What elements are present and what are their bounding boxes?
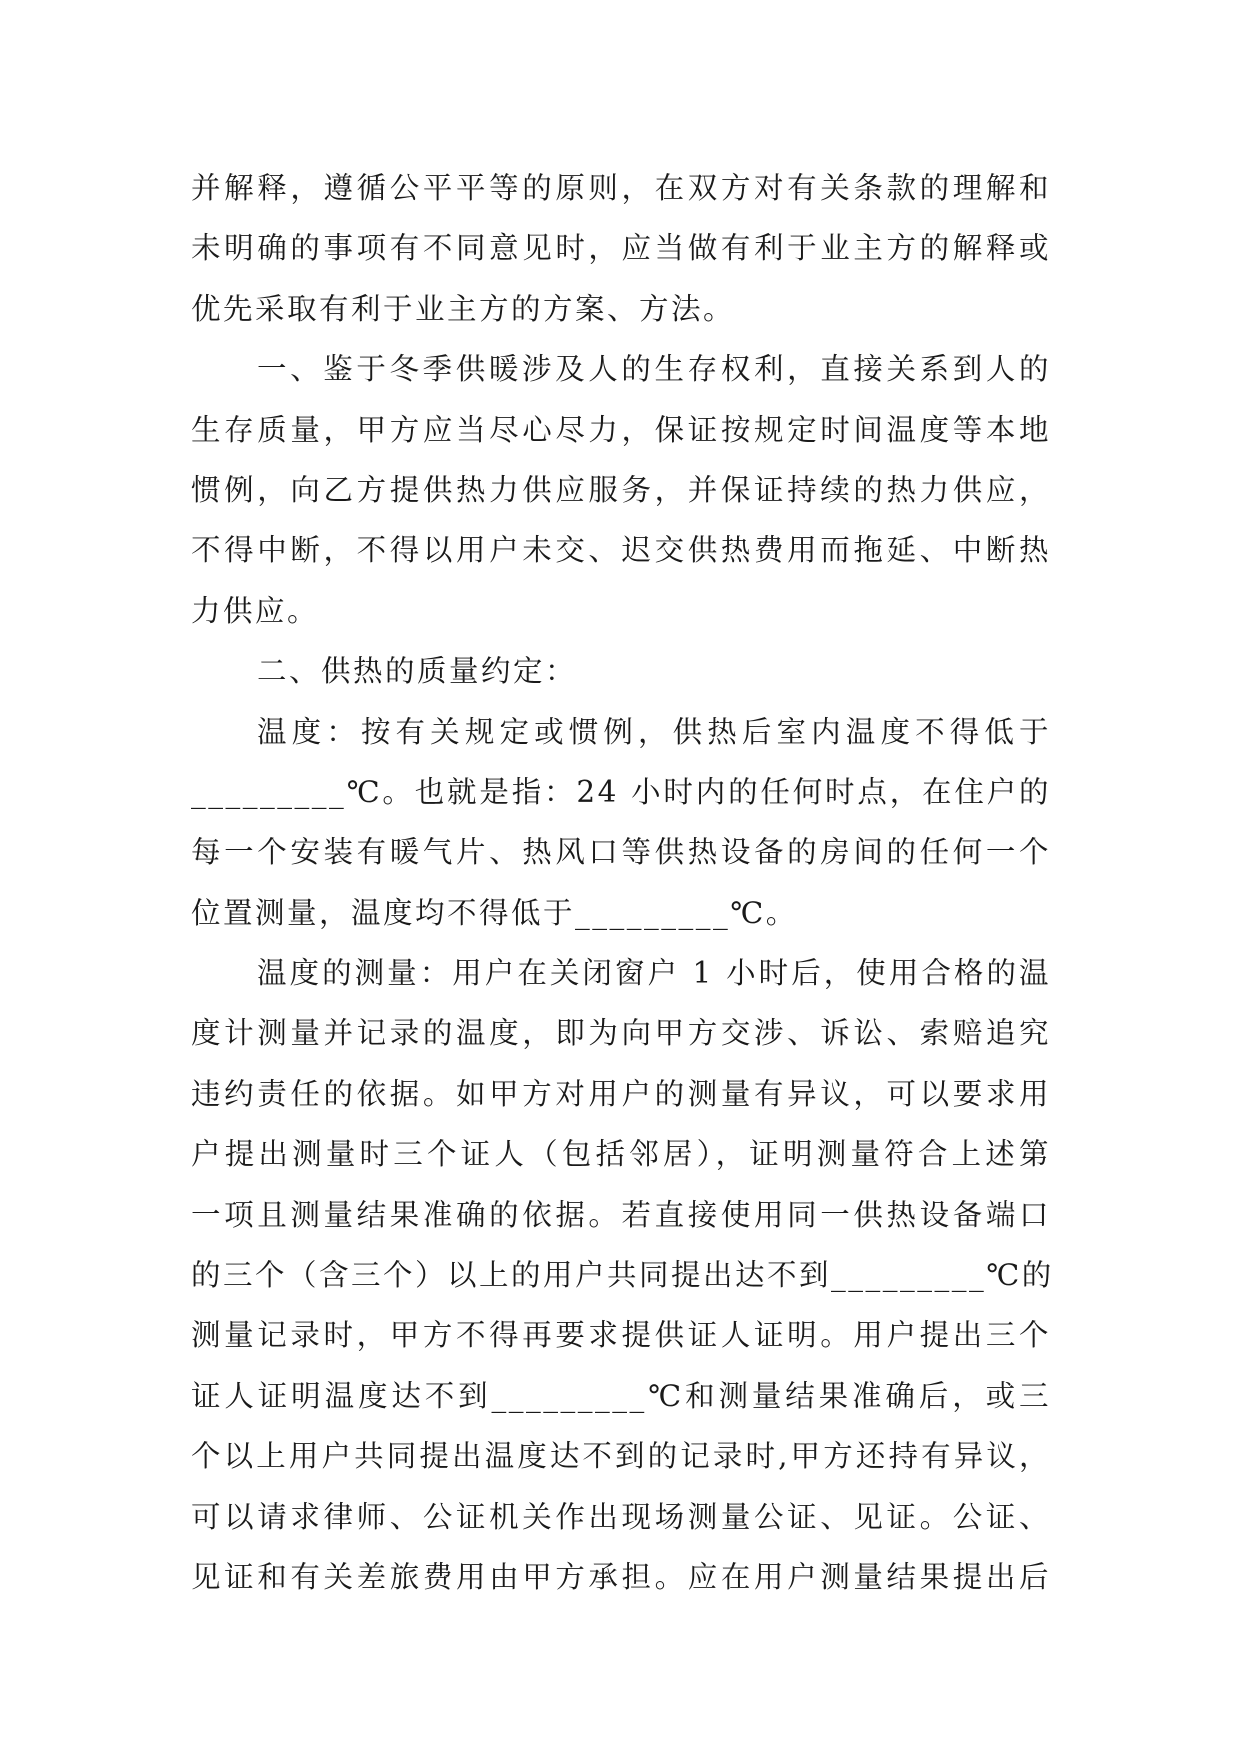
document-line: 每一个安装有暖气片、热风口等供热设备的房间的任何一个 (191, 835, 1051, 870)
document-line: 温度：按有关规定或惯例，供热后室内温度不得低于 (257, 714, 1051, 749)
document-line: 生存质量，甲方应当尽心尽力，保证按规定时间温度等本地 (191, 412, 1051, 447)
document-line: 并解释，遵循公平平等的原则，在双方对有关条款的理解和 (191, 171, 1051, 205)
document-line: 温度的测量：用户在关闭窗户 1 小时后，使用合格的温 (257, 956, 1051, 991)
document-line: 证人证明温度达不到_________℃和测量结果准确后，或三 (191, 1378, 1051, 1413)
document-line: 优先采取有利于业主方的方案、方法。 (191, 291, 736, 326)
document-line: 未明确的事项有不同意见时，应当做有利于业主方的解释或 (191, 231, 1051, 266)
document-line: 可以请求律师、公证机关作出现场测量公证、见证。公证、 (191, 1499, 1051, 1534)
document-line: 见证和有关差旅费用由甲方承担。应在用户测量结果提出后 (191, 1559, 1051, 1594)
document-line: 个以上用户共同提出温度达不到的记录时,甲方还持有异议， (191, 1439, 1051, 1474)
document-body (191, 158, 1054, 1607)
document-line: _________℃。也就是指：24 小时内的任何时点，在住户的 (191, 774, 1051, 809)
document-line: 惯例，向乙方提供热力供应服务，并保证持续的热力供应， (191, 472, 1051, 507)
document-line: 二、供热的质量约定： (257, 654, 578, 689)
document-line: 户提出测量时三个证人（包括邻居），证明测量符合上述第 (191, 1137, 1051, 1172)
document-line: 违约责任的依据。如甲方对用户的测量有异议，可以要求用 (191, 1076, 1051, 1111)
document-line: 一项且测量结果准确的依据。若直接使用同一供热设备端口 (191, 1197, 1051, 1232)
document-line: 不得中断，不得以用户未交、迟交供热费用而拖延、中断热 (191, 533, 1051, 568)
document-line: 位置测量，温度均不得低于_________℃。 (191, 895, 798, 930)
document-line: 的三个（含三个）以上的用户共同提出达不到_________℃的 (191, 1258, 1054, 1293)
document-line: 一、鉴于冬季供暖涉及人的生存权利，直接关系到人的 (257, 352, 1051, 387)
document-line: 力供应。 (191, 593, 320, 628)
document-line: 度计测量并记录的温度，即为向甲方交涉、诉讼、索赔追究 (191, 1016, 1051, 1051)
document-line: 测量记录时，甲方不得再要求提供证人证明。用户提出三个 (191, 1318, 1051, 1353)
